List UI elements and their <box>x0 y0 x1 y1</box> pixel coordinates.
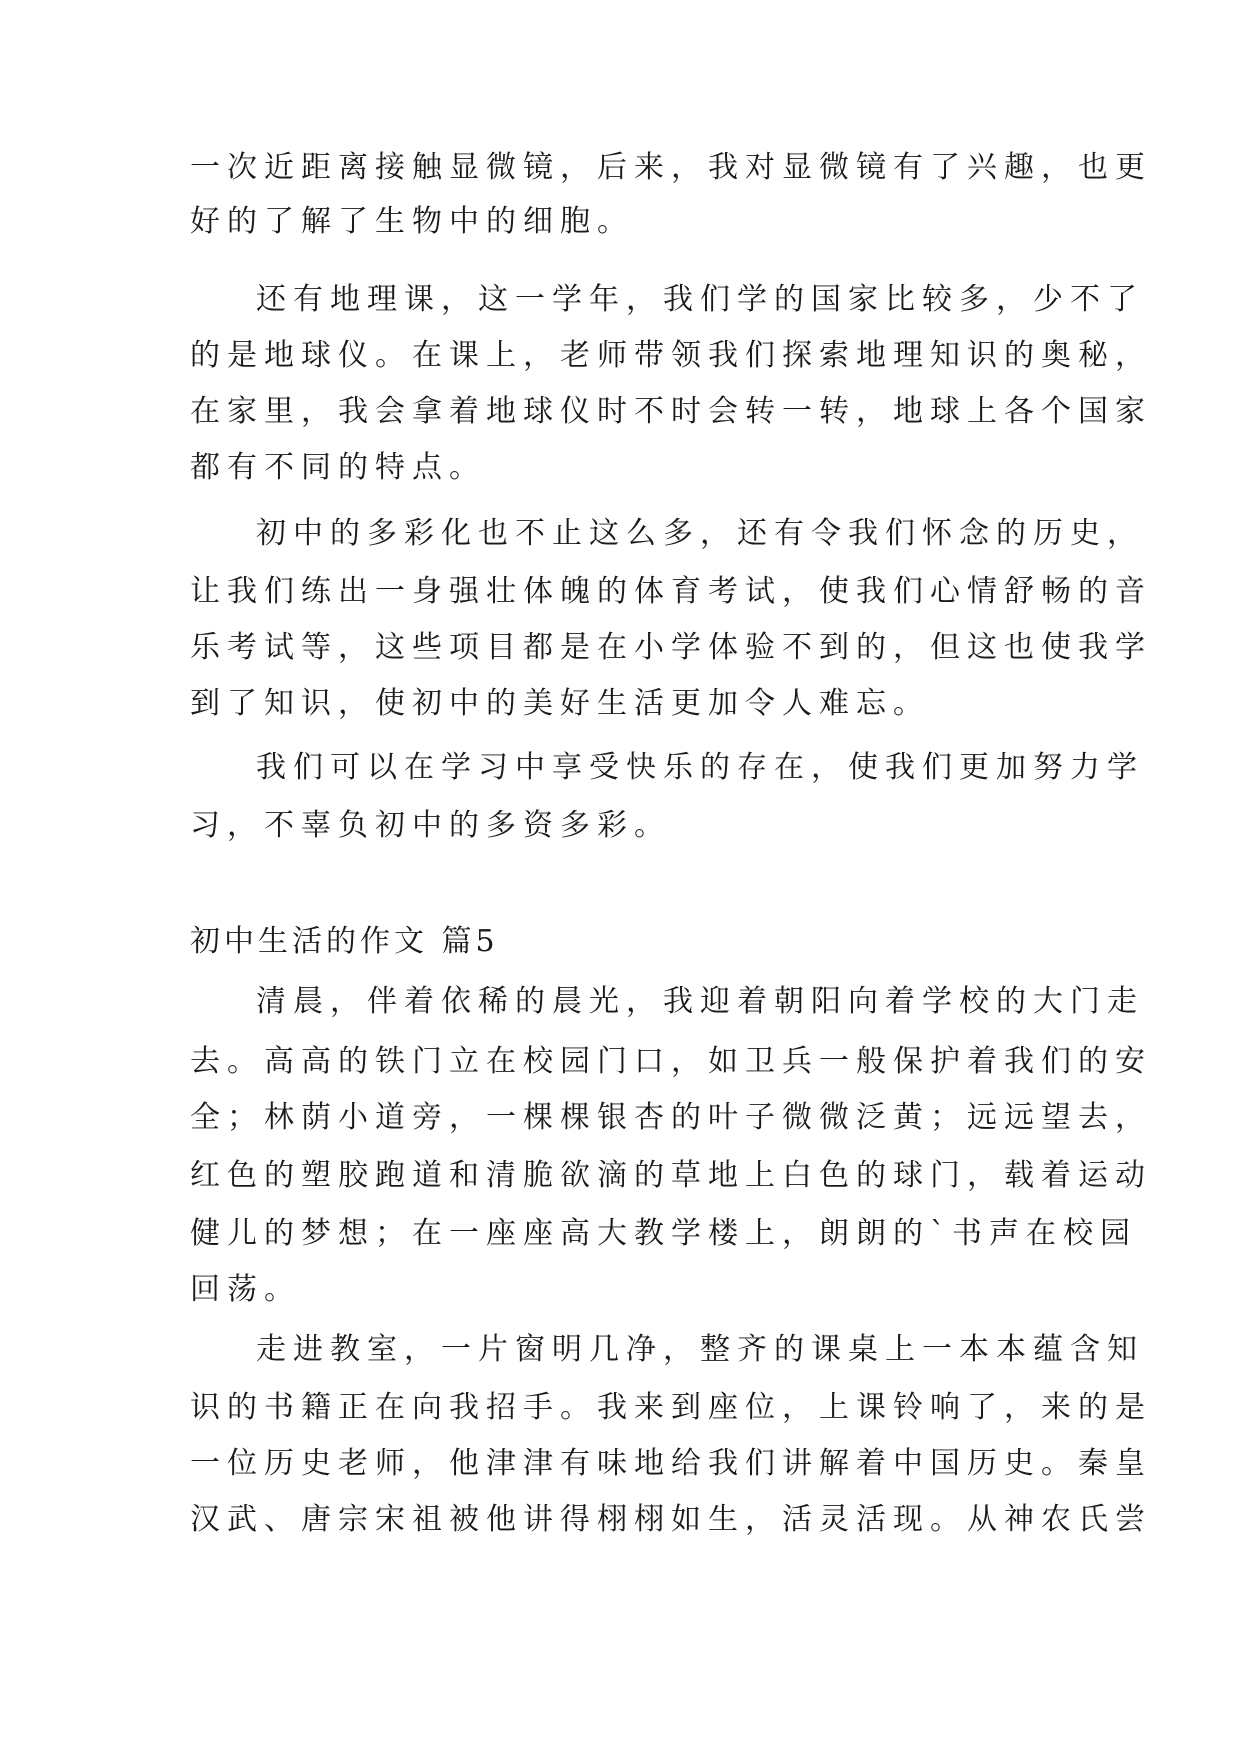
text-line: 乐考试等，这些项目都是在小学体验不到的，但这也使我学 <box>190 630 1152 665</box>
text-line: 一次近距离接触显微镜，后来，我对显微镜有了兴趣，也更 <box>190 150 1152 185</box>
text-line: 让我们练出一身强壮体魄的体育考试，使我们心情舒畅的音 <box>190 574 1152 609</box>
text-line: 到了知识，使初中的美好生活更加令人难忘。 <box>190 686 930 721</box>
text-line: 习，不辜负初中的多资多彩。 <box>190 808 671 843</box>
text-line: 在家里，我会拿着地球仪时不时会转一转，地球上各个国家 <box>190 394 1152 429</box>
text-line: 好的了解了生物中的细胞。 <box>190 204 634 239</box>
paragraph-first-line: 我们可以在学习中享受快乐的存在，使我们更加努力学 <box>256 750 1144 785</box>
paragraph-first-line: 走进教室，一片窗明几净，整齐的课桌上一本本蕴含知 <box>256 1332 1144 1367</box>
text-line: 回荡。 <box>190 1272 301 1307</box>
paragraph-first-line: 初中的多彩化也不止这么多，还有令我们怀念的历史， <box>256 516 1144 551</box>
text-line: 汉武、唐宗宋祖被他讲得栩栩如生，活灵活现。从神农氏尝 <box>190 1502 1152 1537</box>
paragraph-first-line: 还有地理课，这一学年，我们学的国家比较多，少不了 <box>256 282 1144 317</box>
text-line: 健儿的梦想；在一座座高大教学楼上，朗朗的`书声在校园 <box>190 1216 1137 1251</box>
text-line: 的是地球仪。在课上，老师带领我们探索地理知识的奥秘， <box>190 338 1152 373</box>
section-heading: 初中生活的作文 篇5 <box>190 924 499 959</box>
text-line: 都有不同的特点。 <box>190 450 486 485</box>
text-line: 去。高高的铁门立在校园门口，如卫兵一般保护着我们的安 <box>190 1044 1152 1079</box>
text-line: 一位历史老师，他津津有味地给我们讲解着中国历史。秦皇 <box>190 1446 1152 1481</box>
paragraph-first-line: 清晨，伴着依稀的晨光，我迎着朝阳向着学校的大门走 <box>256 984 1144 1019</box>
text-line: 红色的塑胶跑道和清脆欲滴的草地上白色的球门，载着运动 <box>190 1158 1152 1193</box>
text-line: 全；林荫小道旁，一棵棵银杏的叶子微微泛黄；远远望去， <box>190 1100 1152 1135</box>
text-line: 识的书籍正在向我招手。我来到座位，上课铃响了，来的是 <box>190 1390 1152 1425</box>
